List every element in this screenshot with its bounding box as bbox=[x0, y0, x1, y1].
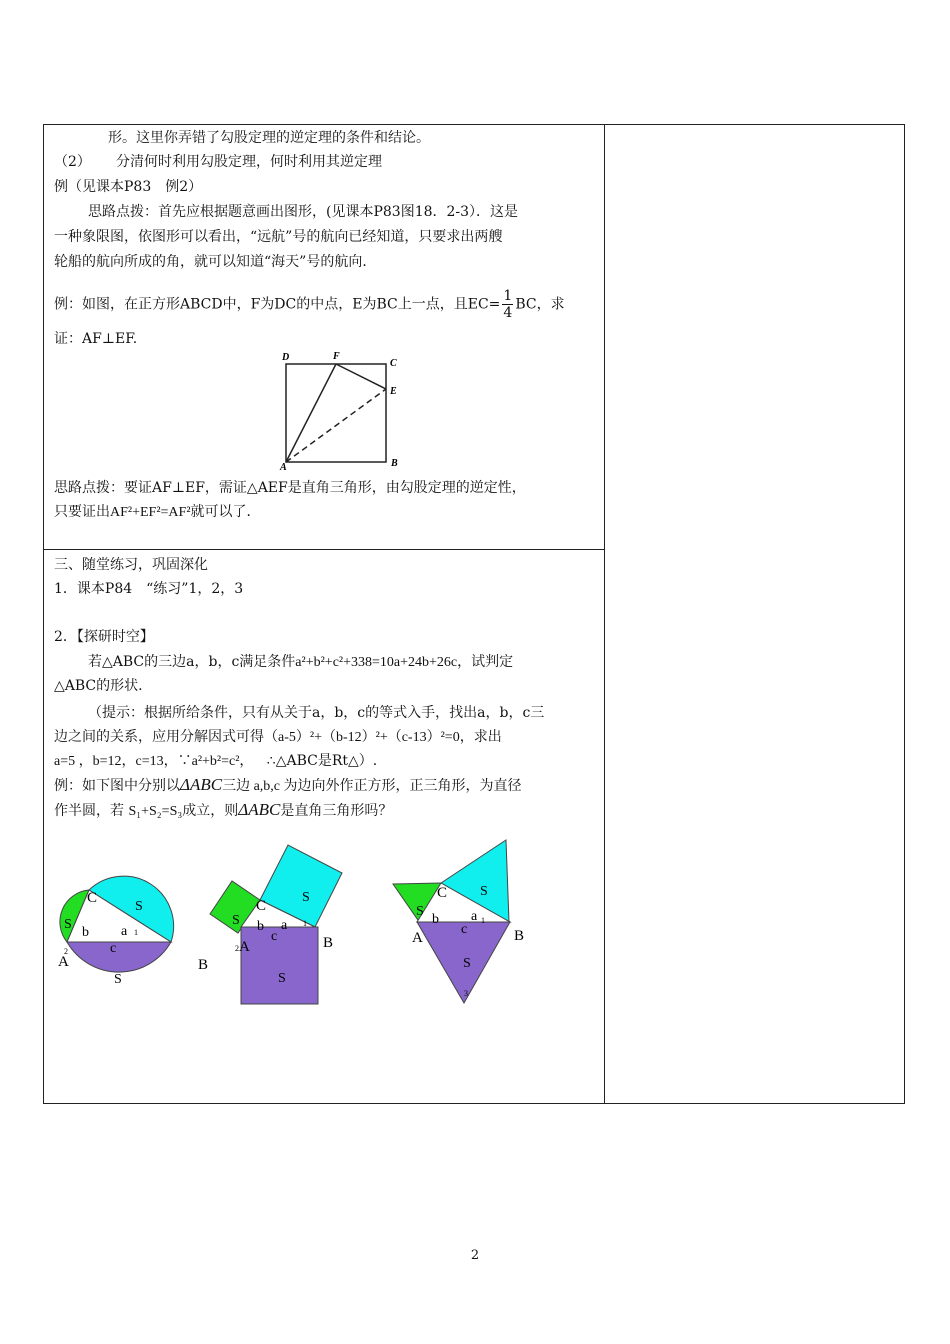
label-s2: S bbox=[64, 917, 72, 932]
label-a: A bbox=[58, 954, 69, 970]
text-line: 一种象限图，依图形可以看出，“远航”号的航向已经知道，只要求出两艘 bbox=[54, 229, 503, 245]
text-line: 思路点拨：首先应根据题意画出图形，(见课本P83图18．2-3）．这是 bbox=[88, 204, 519, 220]
text-span: 作半圆，若 bbox=[54, 803, 129, 819]
triangle-figure-3 bbox=[393, 840, 524, 1003]
page-number: 2 bbox=[470, 1248, 480, 1263]
section-heading: 三、随堂练习，巩固深化 bbox=[54, 557, 208, 573]
label-c: C bbox=[256, 898, 267, 914]
label-a-side: a bbox=[281, 918, 288, 933]
text-line: 形。这里你弄错了勾股定理的逆定理的条件和结论。 bbox=[108, 130, 430, 146]
label-s1: S bbox=[480, 884, 488, 899]
segment-fe bbox=[336, 364, 386, 389]
label-a: A bbox=[412, 930, 423, 946]
label-b: B bbox=[198, 957, 209, 973]
text-line bbox=[54, 502, 261, 523]
semicircle-c bbox=[67, 942, 171, 972]
text-line: 2．【探研时空】 bbox=[54, 629, 154, 645]
example-text: 例：如图，在正方形ABCD中，F为DC的中点，E为BC上一点，且EC= bbox=[54, 296, 501, 313]
label-sub1: 1 bbox=[303, 919, 307, 928]
text-line bbox=[54, 727, 502, 748]
label-sub2: 2 bbox=[235, 944, 239, 953]
text-span: 三边 a,b,c 为边向外作正方形，正三角形，为直径 bbox=[222, 779, 522, 794]
label-e: E bbox=[390, 386, 397, 397]
example-line bbox=[54, 288, 565, 321]
label-a-side: a bbox=[471, 909, 478, 924]
square-abcd bbox=[286, 364, 386, 462]
label-s3: S bbox=[463, 956, 471, 971]
label-s3: S bbox=[278, 971, 286, 986]
label-c-side: c bbox=[461, 922, 468, 937]
text-span: 边之间的关系，应用分解因式可得 bbox=[54, 729, 264, 745]
text-line: 轮船的航向所成的角，就可以知道“海天”号的航向． bbox=[54, 254, 377, 270]
formula: S₁+S₂=S₃ bbox=[128, 804, 183, 819]
text-line-num: （2） bbox=[54, 154, 91, 170]
square-figure bbox=[276, 350, 406, 470]
text-span: 例：如下图中分别以 bbox=[54, 778, 180, 794]
pythagoras-figures bbox=[44, 830, 604, 1030]
label-sub1: 1 bbox=[134, 928, 138, 937]
square-c bbox=[241, 927, 318, 1004]
text-line bbox=[54, 775, 522, 797]
text-span: ，试判定 bbox=[457, 654, 514, 670]
text-span: 成立，则 bbox=[182, 803, 239, 819]
row-divider bbox=[44, 549, 604, 550]
label-s2: S bbox=[232, 913, 240, 928]
text-line: 思路点拨：要证AF⊥EF，需证△AEF是直角三角形，由勾股定理的逆定性， bbox=[54, 480, 526, 496]
label-d: D bbox=[282, 352, 290, 363]
text-span: 只要证出 bbox=[54, 504, 110, 520]
label-b-side: b bbox=[257, 919, 264, 934]
triangle-symbol: ΔABC bbox=[180, 775, 223, 794]
label-sub1: 1 bbox=[481, 916, 485, 925]
text-span: ∴△ABC是Rt△）. bbox=[266, 753, 378, 769]
label-s3: S bbox=[114, 972, 122, 987]
segment-ae bbox=[286, 389, 386, 462]
formula: a²+b²+c²+338=10a+24b+26c bbox=[295, 655, 458, 670]
label-c: C bbox=[437, 885, 448, 901]
semicircle-figure bbox=[58, 876, 208, 987]
text-span: 是直角三角形吗？ bbox=[280, 803, 393, 819]
text-line: 例（见课本P83 例2） bbox=[54, 179, 203, 195]
text-line bbox=[54, 800, 392, 822]
label-b-side: b bbox=[82, 925, 89, 940]
text-line bbox=[88, 652, 513, 673]
fraction-numerator: 1 bbox=[503, 288, 513, 304]
example-text: BC，求 bbox=[515, 296, 565, 313]
text-span: 若△ABC的三边a，b，c满足条件 bbox=[88, 654, 296, 670]
label-sub2: 2 bbox=[64, 947, 68, 956]
text-span: 就可以了． bbox=[190, 504, 261, 520]
formula: a=5 ，b=12，c=13，∵a²+b²=c²， bbox=[54, 754, 254, 769]
text-line: （提示：根据所给条件，只有从关于a，b，c的等式入手，找出a，b，c三 bbox=[88, 705, 545, 721]
text-span: ，求出 bbox=[459, 729, 502, 745]
label-a: A bbox=[280, 462, 287, 470]
column-divider bbox=[604, 125, 605, 1103]
text-line: △ABC的形状. bbox=[54, 678, 143, 694]
label-c-side: c bbox=[271, 929, 278, 944]
text-line: 1．课本P84 “练习”1，2，3 bbox=[54, 581, 244, 597]
label-sub3: 3 bbox=[464, 989, 468, 998]
fraction bbox=[502, 288, 513, 321]
text-line: 证：AF⊥EF. bbox=[54, 331, 138, 347]
text-line: 分清何时利用勾股定理，何时利用其逆定理 bbox=[116, 154, 382, 170]
label-b: B bbox=[323, 935, 334, 951]
label-c-side: c bbox=[110, 941, 117, 956]
formula: （a-5）²+（b-12）²+（c-13）²=0 bbox=[264, 730, 460, 745]
label-b-side: b bbox=[432, 912, 439, 927]
square-figure-2 bbox=[210, 845, 342, 1004]
lesson-table bbox=[43, 124, 905, 1104]
label-s1: S bbox=[302, 890, 310, 905]
label-a: A bbox=[239, 939, 250, 955]
label-f: F bbox=[333, 351, 340, 362]
text-line bbox=[54, 751, 377, 772]
label-b: B bbox=[514, 928, 525, 944]
label-a-side: a bbox=[121, 924, 128, 939]
label-c: C bbox=[390, 358, 397, 369]
label-c: C bbox=[87, 890, 98, 906]
label-s2: S bbox=[416, 904, 424, 919]
label-s1: S bbox=[135, 899, 143, 914]
triangle-symbol: ΔABC bbox=[238, 800, 281, 819]
label-b: B bbox=[391, 458, 398, 469]
formula: AF²+EF²=AF² bbox=[110, 505, 191, 520]
fraction-denominator: 4 bbox=[503, 305, 513, 321]
segment-af bbox=[286, 364, 336, 462]
